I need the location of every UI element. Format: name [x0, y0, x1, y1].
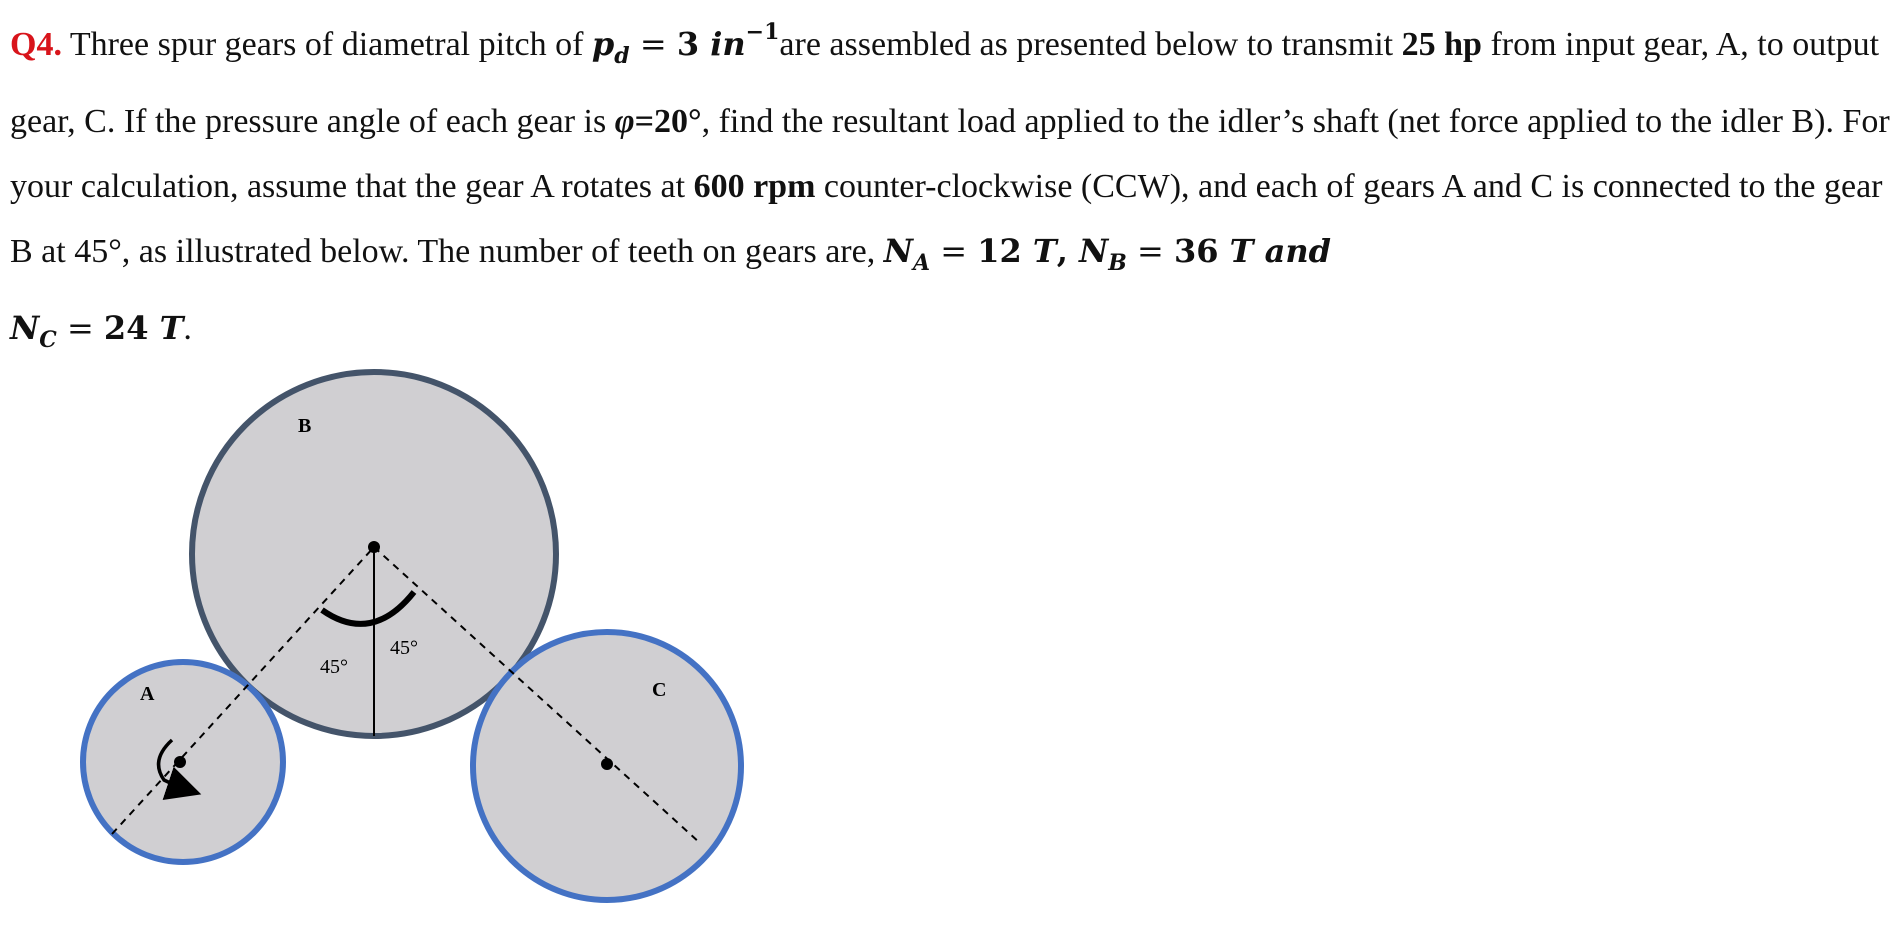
label-gear-a: A	[140, 683, 155, 705]
nb-symbol: N	[1078, 232, 1109, 270]
power-value: 25 hp	[1401, 26, 1482, 63]
label-gear-c: C	[652, 679, 667, 701]
center-dot-a	[174, 756, 186, 768]
text-teeth: counter-clockwise (CCW), and each of gears A and C is connected to the gear B at 45°, as illustrated below. The number of teeth on gears are,	[10, 168, 1883, 270]
pd-unit: in	[710, 25, 746, 63]
nc-symbol: N	[10, 309, 40, 347]
nc-unit: T	[159, 309, 184, 347]
question-number: Q4.	[10, 26, 62, 63]
nb-subscript: B	[1108, 250, 1127, 276]
nb-unit: T	[1229, 232, 1254, 270]
text-assembled: are assembled as presented below to transmit	[779, 26, 1402, 63]
nc-value: 24	[103, 309, 160, 347]
text-resultant: , find the resultant load applied to the idler’s shaft (net force applied to the idler B). For your calculation, assume that the gear A rotates at	[10, 103, 1890, 205]
phi-symbol: φ	[614, 103, 635, 140]
na-value: 12	[977, 232, 1033, 270]
gear-diagram	[0, 340, 760, 920]
nb-value: 36	[1174, 232, 1230, 270]
and-word: and	[1253, 232, 1331, 270]
phi-value: =20°	[634, 103, 702, 140]
text-pressure-angle: from input gear, A, to output gear, C. If the pressure angle of each gear is	[10, 26, 1880, 140]
nc-equals: =	[56, 309, 104, 347]
angle-label-left: 45°	[320, 656, 348, 678]
nb-equals: =	[1126, 232, 1174, 270]
center-dot-b	[368, 541, 380, 553]
text-intro: Three spur gears of diametral pitch of	[61, 26, 592, 63]
na-subscript: A	[912, 250, 931, 276]
pd-value: 3	[676, 25, 711, 63]
pd-equals: =	[629, 25, 677, 63]
na-symbol: N	[883, 232, 913, 270]
center-dot-c	[601, 758, 613, 770]
teeth-comma: ,	[1056, 232, 1079, 270]
problem-statement	[10, 0, 1890, 373]
pd-subscript: d	[614, 43, 630, 69]
label-gear-b: B	[298, 415, 312, 437]
final-period: .	[183, 310, 192, 347]
na-unit: T	[1032, 232, 1057, 270]
pd-symbol: p	[591, 25, 615, 63]
pd-exponent: −1	[745, 19, 780, 45]
angle-label-right: 45°	[390, 637, 418, 659]
na-equals: =	[930, 232, 978, 270]
nc-subscript: C	[39, 327, 57, 353]
speed-value: 600 rpm	[693, 168, 816, 205]
